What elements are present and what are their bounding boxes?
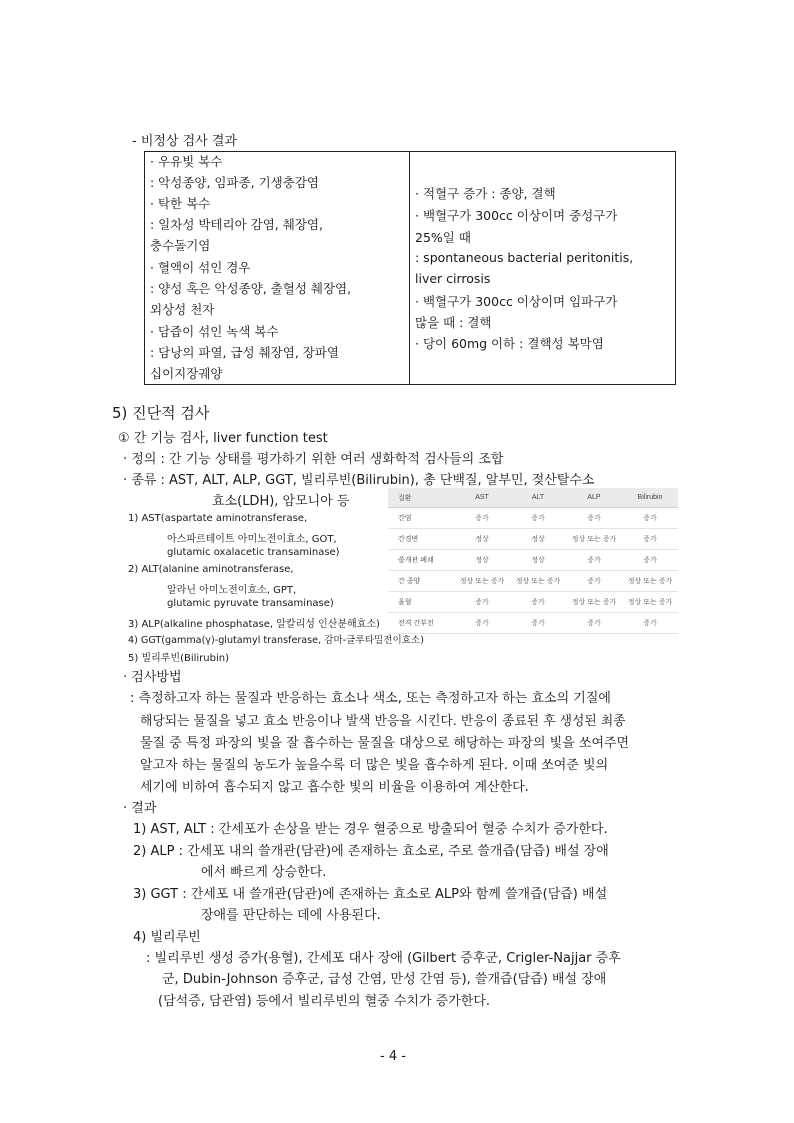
right-line: · 당이 60mg 이하 : 결핵성 복막염 — [415, 336, 604, 351]
enzyme-item: 1) AST(aspartate aminotransferase, — [128, 513, 308, 524]
table-cell: 정상 또는 증가 — [622, 592, 678, 613]
liver-function-table — [388, 488, 678, 634]
table-row — [388, 613, 678, 634]
table-cell: 증가 — [454, 613, 510, 634]
types-line-cont: 효소(LDH), 암모니아 등 — [212, 494, 350, 509]
table-cell: 간 종양 — [388, 571, 454, 592]
left-line: 십이지장궤양 — [150, 366, 223, 381]
left-line: · 우유빛 복수 — [150, 154, 223, 169]
table-cell: 증가 — [566, 550, 622, 571]
right-line: liver cirrosis — [415, 271, 491, 286]
table-row — [388, 529, 678, 550]
table-cell: 정상 — [454, 550, 510, 571]
result-item: 장애를 판단하는 데에 사용된다. — [201, 908, 381, 923]
table-cell: 증가 — [622, 508, 678, 529]
left-line: 충수돌기염 — [150, 238, 211, 253]
table-cell: 간경변 — [388, 529, 454, 550]
table-cell: 간염 — [388, 508, 454, 529]
table-cell: 증가 — [510, 613, 566, 634]
table-row — [388, 592, 678, 613]
table-cell: 정상 또는 증가 — [566, 592, 622, 613]
method-line: 세기에 비하여 흡수되지 않고 흡수한 빛의 비율을 이용하여 계산한다. — [140, 780, 529, 795]
table-cell: 증가 — [454, 592, 510, 613]
table-cell: 울혈 — [388, 592, 454, 613]
table-header: Bilirubin — [622, 488, 678, 508]
table-cell: 증가 — [566, 508, 622, 529]
page-number: - 4 - — [380, 1049, 406, 1064]
method-line: 알고자 하는 물질의 농도가 높을수록 더 많은 빛을 흡수하게 된다. 이때 쏘여준 빛의 — [140, 758, 609, 773]
table-cell: 정상 또는 증가 — [566, 529, 622, 550]
right-line: · 백혈구가 300cc 이상이며 중성구가 — [415, 208, 618, 223]
table-cell: 증가 — [510, 592, 566, 613]
result-item: 4) 빌리루빈 — [133, 930, 201, 945]
section-title: 5) 진단적 검사 — [112, 404, 210, 422]
enzyme-item: 5) 빌리루빈(Bilirubin) — [128, 653, 229, 664]
right-line: · 적혈구 증가 : 종양, 결핵 — [415, 186, 556, 201]
result-item: 1) AST, ALT : 간세포가 손상을 받는 경우 혈중으로 방출되어 혈중 수치가 증가한다. — [133, 822, 608, 837]
left-line: 외상성 천자 — [150, 302, 215, 317]
result-item: 3) GGT : 간세포 내 쓸개관(담관)에 존재하는 효소로 ALP와 함께 쓸개즙(담즙) 배설 — [133, 887, 608, 902]
types-line: · 종류 : AST, ALT, ALP, GGT, 빌리루빈(Bilirubin), 총 단백질, 알부민, 젖산탈수소 — [123, 473, 595, 488]
right-line: 많을 때 : 결핵 — [415, 315, 492, 330]
left-line: : 일차성 박테리아 감염, 췌장염, — [150, 217, 323, 232]
method-line: 해당되는 물질을 넣고 효소 반응이나 발색 반응을 시킨다. 반응이 종료된 후 생성된 최종 — [140, 714, 626, 729]
result-label: · 결과 — [123, 801, 157, 816]
abnormal-heading: - 비정상 검사 결과 — [132, 134, 237, 149]
enzyme-item: 아스파르테이트 아미노전이효소, GOT, — [167, 534, 337, 545]
enzyme-item: 2) ALT(alanine aminotransferase, — [128, 564, 294, 575]
abnormal-results-box — [144, 151, 676, 385]
table-cell: 정상 또는 증가 — [622, 571, 678, 592]
enzyme-item: 4) GGT(gamma(γ)-glutamyl transferase, 감마-글루타밀전이효소) — [128, 635, 425, 646]
table-cell: 증가 — [510, 508, 566, 529]
method-label: · 검사방법 — [123, 670, 182, 685]
left-line: : 담낭의 파열, 급성 췌장염, 장파열 — [150, 345, 340, 360]
table-header: AST — [454, 488, 510, 508]
enzyme-item: glutamic oxalacetic transaminase) — [167, 547, 340, 558]
table-header: ALT — [510, 488, 566, 508]
table-cell: 증가 — [566, 571, 622, 592]
right-line: · 백혈구가 300cc 이상이며 임파구가 — [415, 294, 618, 309]
table-header: ALP — [566, 488, 622, 508]
enzyme-item: 3) ALP(alkaline phosphatase, 알칼리성 인산분해효소) — [128, 619, 380, 630]
table-cell: 증가 — [622, 550, 678, 571]
section-subtitle: ① 간 기능 검사, liver function test — [118, 431, 328, 446]
table-cell: 증가 — [622, 529, 678, 550]
result-item: : 빌리루빈 생성 증가(용혈), 간세포 대사 장애 (Gilbert 증후군, Crigler-Najjar 증후 — [146, 951, 621, 966]
enzyme-item: 알라닌 아미노전이효소, GPT, — [167, 585, 297, 596]
result-item: 2) ALP : 간세포 내의 쓸개관(담관)에 존재하는 효소로, 주로 쓸개즙(담즙) 배설 장애 — [133, 844, 609, 859]
table-cell: 정상 또는 증가 — [454, 571, 510, 592]
table-cell: 정상 — [510, 529, 566, 550]
table-row — [388, 508, 678, 529]
left-line: · 혈액이 섞인 경우 — [150, 260, 251, 275]
table-cell: 정상 또는 증가 — [510, 571, 566, 592]
left-line: · 담즙이 섞인 녹색 복수 — [150, 324, 279, 339]
table-cell: 증가 — [454, 508, 510, 529]
left-line: : 악성종양, 임파종, 기생충감염 — [150, 175, 319, 190]
table-cell: 쓸개관 폐쇄 — [388, 550, 454, 571]
result-item: 군, Dubin-Johnson 증후군, 급성 간염, 만성 간염 등), 쓸개즙(담즙) 배설 장애 — [162, 972, 607, 987]
table-header-row — [388, 488, 678, 508]
box-divider — [409, 152, 410, 384]
table-cell: 전격 간부전 — [388, 613, 454, 634]
table-header: 질환 — [388, 488, 454, 508]
method-line: 물질 중 특정 파장의 빛을 잘 흡수하는 물질을 대상으로 해당하는 파장의 빛을 쏘여주면 — [140, 736, 630, 751]
definition-line: · 정의 : 간 기능 상태를 평가하기 위한 여러 생화학적 검사들의 조합 — [123, 452, 504, 467]
left-line: : 양성 혹은 악성종양, 출혈성 췌장염, — [150, 281, 352, 296]
table-cell: 정상 — [510, 550, 566, 571]
right-line: : spontaneous bacterial peritonitis, — [415, 250, 634, 265]
result-item: 에서 빠르게 상승한다. — [201, 865, 327, 880]
enzyme-item: glutamic pyruvate transaminase) — [167, 598, 334, 609]
table-cell: 정상 — [454, 529, 510, 550]
table-cell: 증가 — [622, 613, 678, 634]
table-row — [388, 571, 678, 592]
method-line: : 측정하고자 하는 물질과 반응하는 효소나 색소, 또는 측정하고자 하는 효소의 기질에 — [130, 691, 611, 706]
table-cell: 증가 — [566, 613, 622, 634]
result-item: (담석증, 담관염) 등에서 빌리루빈의 혈중 수치가 증가한다. — [158, 994, 491, 1009]
table-row — [388, 550, 678, 571]
left-line: · 탁한 복수 — [150, 196, 211, 211]
right-line: 25%일 때 — [415, 230, 471, 245]
